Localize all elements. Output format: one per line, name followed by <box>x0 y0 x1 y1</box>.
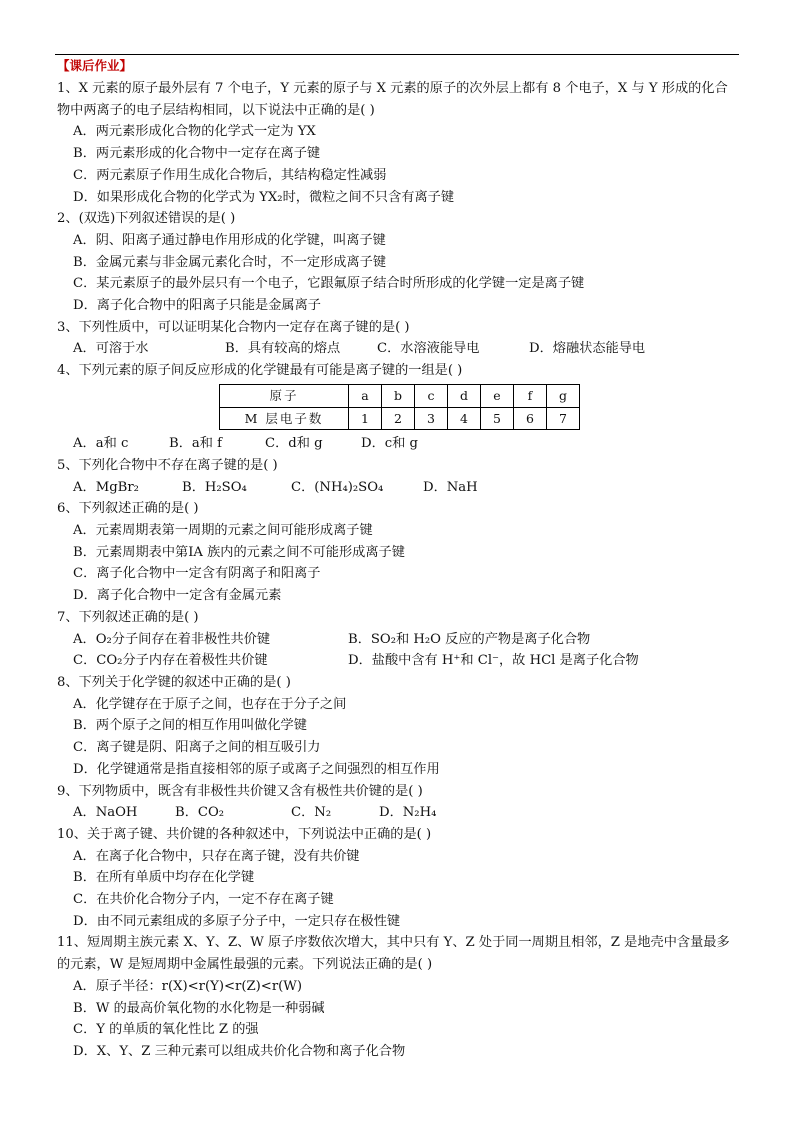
question-3 <box>57 317 739 360</box>
option-c: C．某元素原子的最外层只有一个电子，它跟氟原子结合时所形成的化学键一定是离子键 <box>73 276 585 292</box>
table-cell: f <box>514 384 547 407</box>
table-header-row <box>220 384 580 407</box>
worksheet-page <box>55 0 739 1122</box>
option-d: D．盐酸中含有 H⁺和 Cl⁻，故 HCl 是离子化合物 <box>348 653 639 669</box>
table-cell: 3 <box>415 407 448 430</box>
option-a: A．a和 c <box>73 436 129 452</box>
question-stem: 10、关于离子键、共价键的各种叙述中，下列说法中正确的是( ) <box>57 826 432 842</box>
option-row <box>57 477 739 499</box>
table-cell: a <box>349 384 382 407</box>
option-b: B．两个原子之间的相互作用叫做化学键 <box>73 718 307 734</box>
option-b: B．W 的最高价氧化物的水化物是一种弱碱 <box>73 1000 325 1016</box>
option-d: D．化学键通常是指直接相邻的原子或离子之间强烈的相互作用 <box>73 761 440 777</box>
option-c: C．两元素原子作用生成化合物后，其结构稳定性减弱 <box>73 167 387 183</box>
question-stem: 3、下列性质中，可以证明某化合物内一定存在离子键的是( ) <box>57 319 410 335</box>
option-b: B．在所有单质中均存在化学键 <box>73 870 255 886</box>
option-a: A．两元素形成化合物的化学式一定为 YX <box>73 124 316 140</box>
section-header: 【课后作业】 <box>57 58 133 73</box>
table-row <box>220 407 580 430</box>
header-rule <box>55 54 739 55</box>
option-row <box>57 629 739 651</box>
question-stem: 8、下列关于化学键的叙述中正确的是( ) <box>57 674 291 690</box>
option-c: C．离子化合物中一定含有阴离子和阳离子 <box>73 566 321 582</box>
option-b: B．CO₂ <box>175 805 225 821</box>
option-a: A．MgBr₂ <box>73 479 139 495</box>
table-cell: c <box>415 384 448 407</box>
option-b: B．金属元素与非金属元素化合时，不一定形成离子键 <box>73 254 387 270</box>
question-stem: 11、短周期主族元素 X、Y、Z、W 原子序数依次增大，其中只有 Y、Z 处于同一周期且相邻，Z 是地壳中含量最多的元素，W 是短周期中金属性最强的元素。下列说法正确的是( ) <box>57 935 730 973</box>
option-a: A．O₂分子间存在着非极性共价键 <box>73 631 271 647</box>
option-c: C．Y 的单质的氧化性比 Z 的强 <box>73 1022 259 1038</box>
option-row <box>57 338 739 360</box>
option-row <box>57 433 739 455</box>
option-b: B．SO₂和 H₂O 反应的产物是离子化合物 <box>348 631 591 647</box>
option-d: D．NaH <box>423 479 478 495</box>
option-d: D．c和 g <box>361 436 418 452</box>
question-7 <box>57 607 739 672</box>
option-c: C．N₂ <box>291 805 332 821</box>
question-6 <box>57 498 739 607</box>
table-cell: 5 <box>481 407 514 430</box>
table-cell: M 层电子数 <box>220 407 349 430</box>
option-d: D．离子化合物中的阳离子只能是金属离子 <box>73 298 321 314</box>
question-stem: 2、(双选)下列叙述错误的是( ) <box>57 211 236 227</box>
table-cell: 原子 <box>220 384 349 407</box>
table-cell: 7 <box>547 407 580 430</box>
table-cell: 2 <box>382 407 415 430</box>
table-cell: d <box>448 384 481 407</box>
question-stem: 6、下列叙述正确的是( ) <box>57 501 199 517</box>
option-a: A．阴、阳离子通过静电作用形成的化学键，叫离子键 <box>73 232 386 248</box>
option-b: B．a和 f <box>169 436 223 452</box>
option-d: D．离子化合物中一定含有金属元素 <box>73 588 282 604</box>
option-a: A．可溶于水 <box>73 341 149 357</box>
option-row <box>57 802 739 824</box>
question-stem: 5、下列化合物中不存在离子键的是( ) <box>57 457 278 473</box>
table-cell: e <box>481 384 514 407</box>
option-c: C．水溶液能导电 <box>377 341 480 357</box>
table-cell: 4 <box>448 407 481 430</box>
table-cell: 1 <box>349 407 382 430</box>
question-list <box>57 78 739 1063</box>
option-a: A．元素周期表第一周期的元素之间可能形成离子键 <box>73 523 373 539</box>
question-stem: 4、下列元素的原子间反应形成的化学键最有可能是离子键的一组是( ) <box>57 363 463 379</box>
table-cell: g <box>547 384 580 407</box>
question-stem: 1、X 元素的原子最外层有 7 个电子，Y 元素的原子与 X 元素的原子的次外层上都有 8 个电子，X 与 Y 形成的化合物中两离子的电子层结构相同，以下说法中正确的是( ) <box>57 81 728 118</box>
electron-table <box>219 384 580 430</box>
option-b: B．H₂SO₄ <box>182 479 247 495</box>
option-c: C．(NH₄)₂SO₄ <box>291 479 384 495</box>
option-a: A．原子半径：r(X)<r(Y)<r(Z)<r(W) <box>73 978 302 994</box>
question-stem: 9、下列物质中，既含有非极性共价键又含有极性共价键的是( ) <box>57 783 423 799</box>
question-9 <box>57 781 739 824</box>
question-4 <box>57 360 739 455</box>
option-c: C．d和 g <box>265 436 323 452</box>
question-stem: 7、下列叙述正确的是( ) <box>57 609 199 625</box>
option-c: C．CO₂分子内存在着极性共价键 <box>73 653 268 669</box>
table-cell: 6 <box>514 407 547 430</box>
option-a: A．在离子化合物中，只存在离子键，没有共价键 <box>73 848 360 864</box>
option-b: B．元素周期表中第ⅠA 族内的元素之间不可能形成离子键 <box>73 544 405 560</box>
option-a: A．化学键存在于原子之间，也存在于分子之间 <box>73 696 347 712</box>
option-c: C．离子键是阴、阳离子之间的相互吸引力 <box>73 740 321 756</box>
option-b: B．具有较高的熔点 <box>225 341 341 357</box>
option-d: D．如果形成化合物的化学式为 YX₂时，微粒之间不只含有离子键 <box>73 189 455 205</box>
option-c: C．在共价化合物分子内，一定不存在离子键 <box>73 892 334 908</box>
table-cell: b <box>382 384 415 407</box>
option-row <box>57 650 739 672</box>
question-11 <box>57 932 739 1062</box>
option-b: B．两元素形成的化合物中一定存在离子键 <box>73 146 321 162</box>
option-a: A．NaOH <box>73 805 138 821</box>
option-d: D．由不同元素组成的多原子分子中，一定只存在极性键 <box>73 913 401 929</box>
question-5 <box>57 455 739 498</box>
question-8 <box>57 672 739 781</box>
option-d: D．X、Y、Z 三种元素可以组成共价化合物和离子化合物 <box>73 1043 406 1059</box>
option-d: D．熔融状态能导电 <box>529 341 646 357</box>
option-d: D．N₂H₄ <box>379 805 437 821</box>
question-2 <box>57 208 739 317</box>
question-10 <box>57 824 739 933</box>
question-1 <box>57 78 739 208</box>
